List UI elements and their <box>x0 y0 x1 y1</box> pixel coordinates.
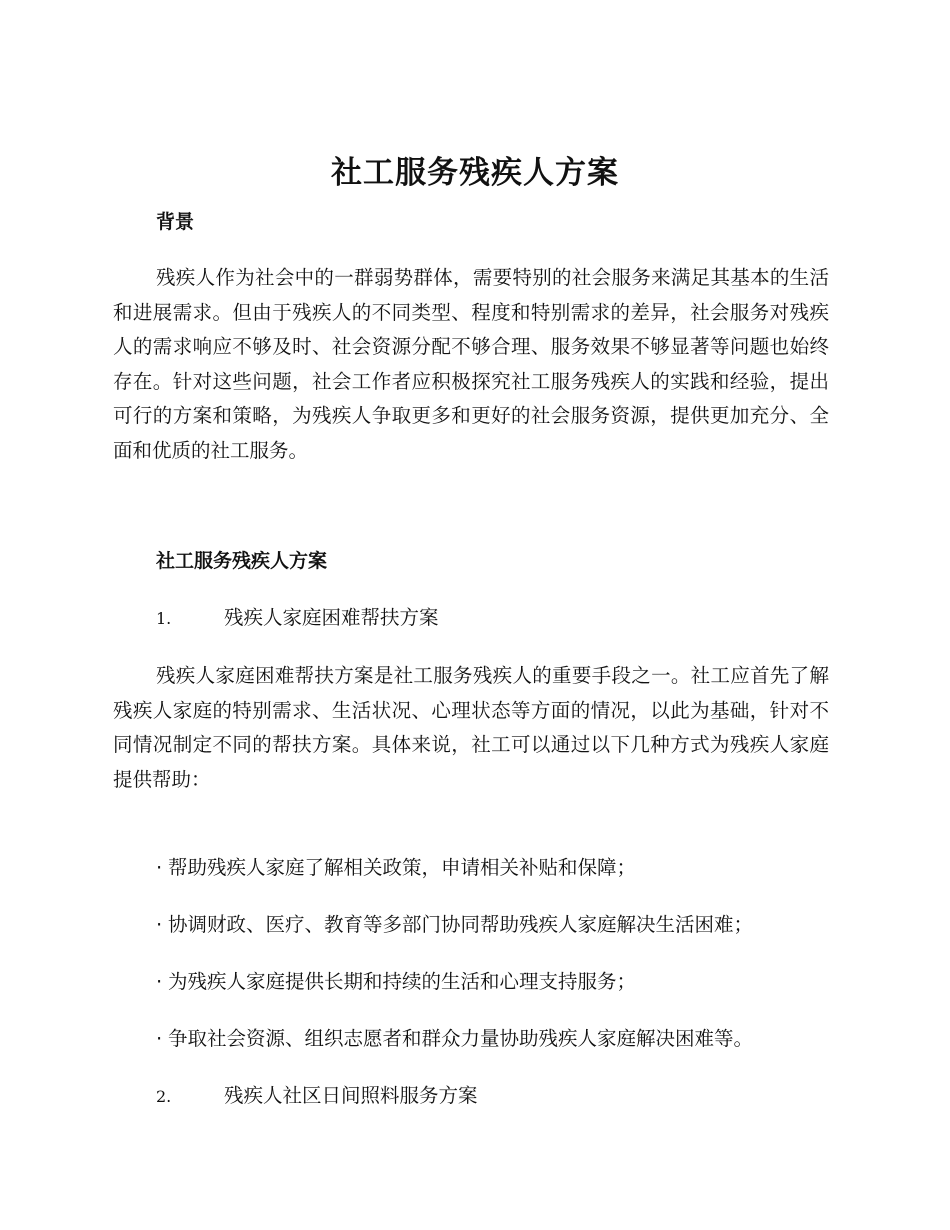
background-paragraph: 残疾人作为社会中的一群弱势群体，需要特别的社会服务来满足其基本的生活和进展需求。但由于残疾人的不同类型、程度和特别需求的差异，社会服务对残疾人的需求响应不够及时、社会资源分配不够合理、服务效果不够显著等问题也始终存在。针对这些问题，社会工作者应积极探究社工服务残疾人的实践和经验，提出可行的方案和策略，为残疾人争取更多和更好的社会服务资源，提供更加充分、全面和优质的社工服务。 <box>113 266 829 462</box>
list-item-text: 为残疾人家庭提供长期和持续的生活和心理支持服务； <box>168 970 637 993</box>
section-heading-background: 背景 <box>156 211 195 233</box>
list-item-text: 争取社会资源、组织志愿者和群众力量协助残疾人家庭解决困难等。 <box>168 1027 754 1050</box>
item-number: 1. <box>156 609 172 628</box>
list-item <box>156 853 636 883</box>
numbered-item-1 <box>156 603 439 634</box>
item-title: 残疾人社区日间照料服务方案 <box>224 1084 478 1107</box>
list-item-text: 帮助残疾人家庭了解相关政策，申请相关补贴和保障； <box>168 856 637 879</box>
list-item <box>156 1024 753 1054</box>
list-item-text: 协调财政、医疗、教育等多部门协同帮助残疾人家庭解决生活困难； <box>168 913 754 936</box>
item-number: 2. <box>156 1087 172 1106</box>
section-heading-plan: 社工服务残疾人方案 <box>156 550 328 572</box>
bullet-icon: · <box>156 970 163 993</box>
item-1-paragraph: 残疾人家庭困难帮扶方案是社工服务残疾人的重要手段之一。社工应首先了解残疾人家庭的特别需求、生活状况、心理状态等方面的情况，以此为基础，针对不同情况制定不同的帮扶方案。具体来说，社工可以通过以下几种方式为残疾人家庭提供帮助： <box>113 664 829 791</box>
bullet-icon: · <box>156 856 163 879</box>
page-title: 社工服务残疾人方案 <box>331 155 619 191</box>
bullet-icon: · <box>156 1027 163 1050</box>
item-title: 残疾人家庭困难帮扶方案 <box>224 606 439 629</box>
list-item <box>156 910 753 940</box>
numbered-item-2 <box>156 1081 478 1112</box>
list-item <box>156 967 636 997</box>
bullet-icon: · <box>156 913 163 936</box>
